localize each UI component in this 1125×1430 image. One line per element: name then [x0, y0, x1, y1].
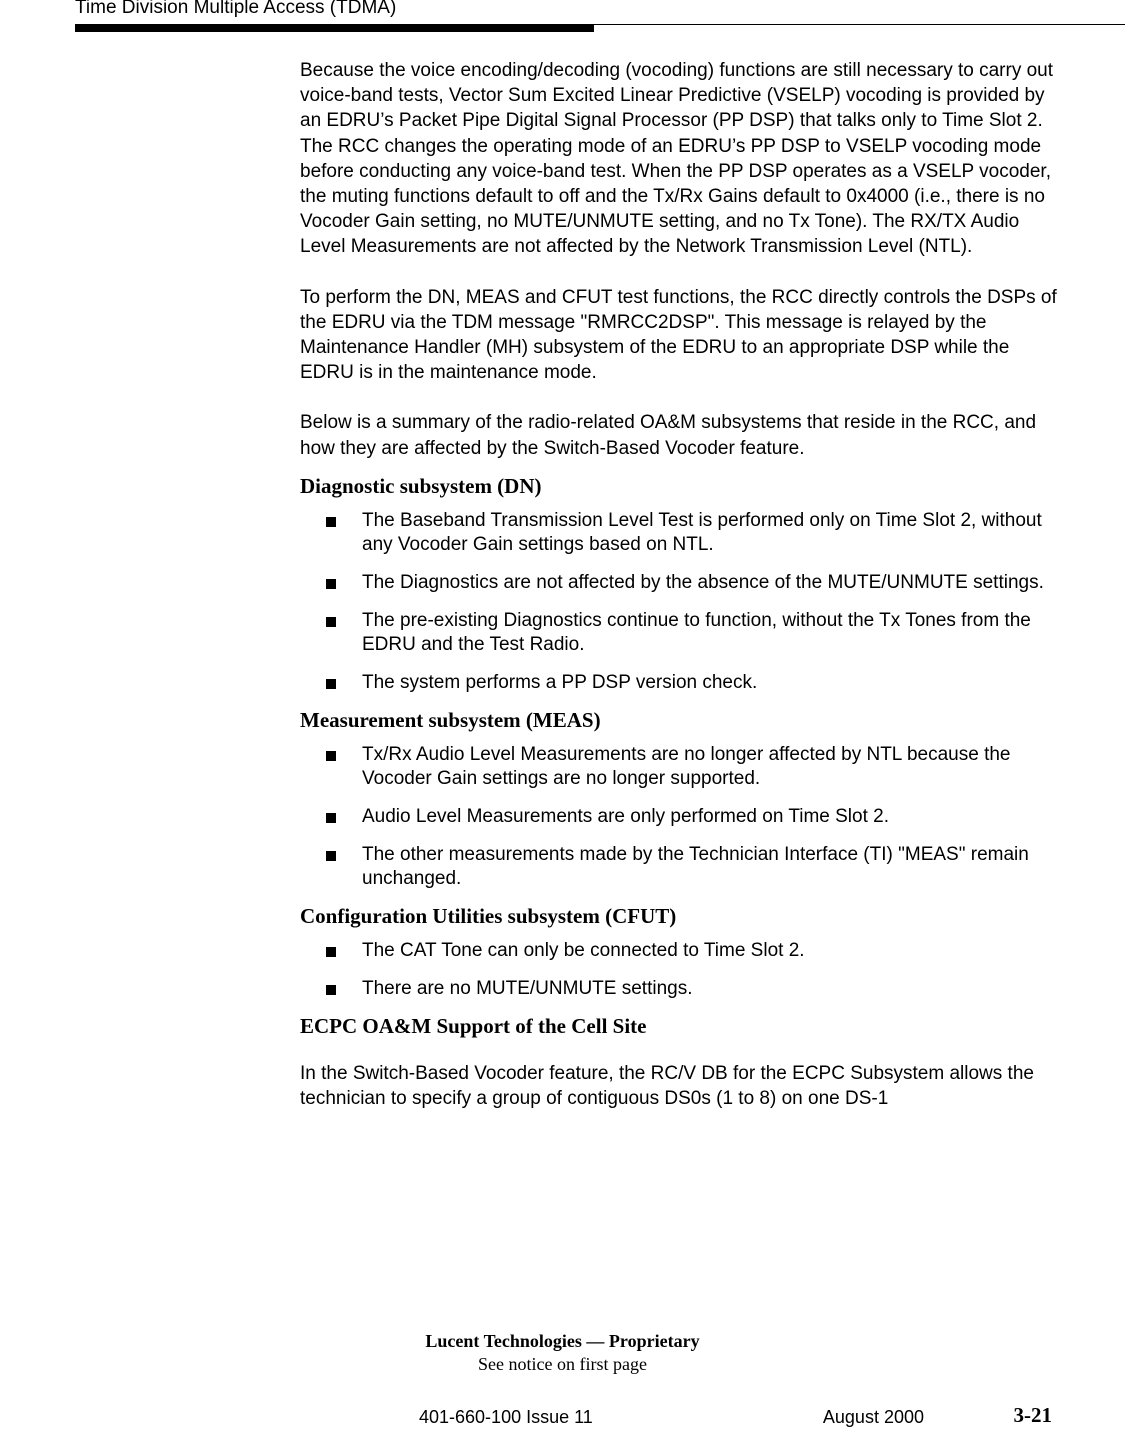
square-bullet-icon	[326, 751, 336, 761]
square-bullet-icon	[326, 617, 336, 627]
section-ecpc	[300, 1013, 1060, 1111]
running-header-title: Time Division Multiple Access (TDMA)	[75, 0, 397, 18]
list-item: The Diagnostics are not affected by the absence of the MUTE/UNMUTE settings.	[300, 571, 1060, 595]
list-item: The CAT Tone can only be connected to Time Slot 2.	[300, 939, 1060, 963]
list-item: The Baseband Transmission Level Test is performed only on Time Slot 2, without any Vocoder Gain settings based on NTL.	[300, 509, 1060, 557]
intro-paragraph-1: Because the voice encoding/decoding (vocoding) functions are still necessary to carry out voice-band tests, Vector Sum Excited Linear Predictive (VSELP) vocoding is provided by an EDRU’s Packet Pipe Digital Signal Processor (PP DSP) that talks only to Time Slot 2. The RCC changes the operating mode of an EDRU’s PP DSP to VSELP vocoding mode before conducting any voice-band test. When the PP DSP operates as a VSELP vocoder, the muting functions default to off and the Tx/Rx Gains default to 0x4000 (i.e., there is no Vocoder Gain setting, no MUTE/UNMUTE setting, and no Tx Tone). The RX/TX Audio Level Measurements are not affected by the Network Transmission Level (NTL).	[300, 60, 1054, 258]
section-heading-cfut: Configuration Utilities subsystem (CFUT)	[300, 903, 677, 928]
list-item: The other measurements made by the Technician Interface (TI) "MEAS" remain unchanged.	[300, 843, 1060, 891]
header-bar	[75, 24, 594, 32]
bullet-list-cfut	[300, 939, 1060, 1001]
section-dn	[300, 473, 1060, 695]
list-item: There are no MUTE/UNMUTE settings.	[300, 977, 1060, 1001]
section-heading-meas: Measurement subsystem (MEAS)	[300, 707, 601, 732]
footer-date: August 2000	[822, 1407, 924, 1427]
square-bullet-icon	[326, 679, 336, 689]
square-bullet-icon	[326, 985, 336, 995]
footer-document-id: 401-660-100 Issue 11	[419, 1407, 593, 1427]
section-meas	[300, 707, 1060, 891]
section-cfut	[300, 903, 1060, 1001]
section-heading-ecpc: ECPC OA&M Support of the Cell Site	[300, 1013, 647, 1038]
bullet-list-meas	[300, 743, 1060, 891]
list-item: The system performs a PP DSP version check.	[300, 671, 1060, 695]
square-bullet-icon	[326, 517, 336, 527]
list-item: Audio Level Measurements are only performed on Time Slot 2.	[300, 805, 1060, 829]
page-content	[300, 58, 1060, 1111]
ecpc-paragraph: In the Switch-Based Vocoder feature, the RC/V DB for the ECPC Subsystem allows the technician to specify a group of contiguous DS0s (1 to 8) on one DS-1	[300, 1062, 1034, 1110]
intro-paragraph-2: To perform the DN, MEAS and CFUT test functions, the RCC directly controls the DSPs of the EDRU via the TDM message "RMRCC2DSP". This message is relayed by the Maintenance Handler (MH) subsystem of the EDRU to an appropriate DSP while the EDRU is in the maintenance mode.	[300, 286, 1057, 384]
square-bullet-icon	[326, 851, 336, 861]
square-bullet-icon	[326, 813, 336, 823]
list-item: Tx/Rx Audio Level Measurements are no longer affected by NTL because the Vocoder Gain settings are no longer supported.	[300, 743, 1060, 791]
square-bullet-icon	[326, 947, 336, 957]
list-item: The pre-existing Diagnostics continue to function, without the Tx Tones from the EDRU and the Test Radio.	[300, 609, 1060, 657]
square-bullet-icon	[326, 579, 336, 589]
footer-notice: See notice on first page	[478, 1354, 647, 1374]
footer-company: Lucent Technologies — Proprietary	[425, 1331, 700, 1351]
page-number: 3-21	[1013, 1403, 1052, 1427]
section-heading-dn: Diagnostic subsystem (DN)	[300, 473, 542, 498]
intro-paragraph-3: Below is a summary of the radio-related OA&M subsystems that reside in the RCC, and how they are affected by the Switch-Based Vocoder feature.	[300, 412, 1037, 459]
bullet-list-dn	[300, 509, 1060, 695]
